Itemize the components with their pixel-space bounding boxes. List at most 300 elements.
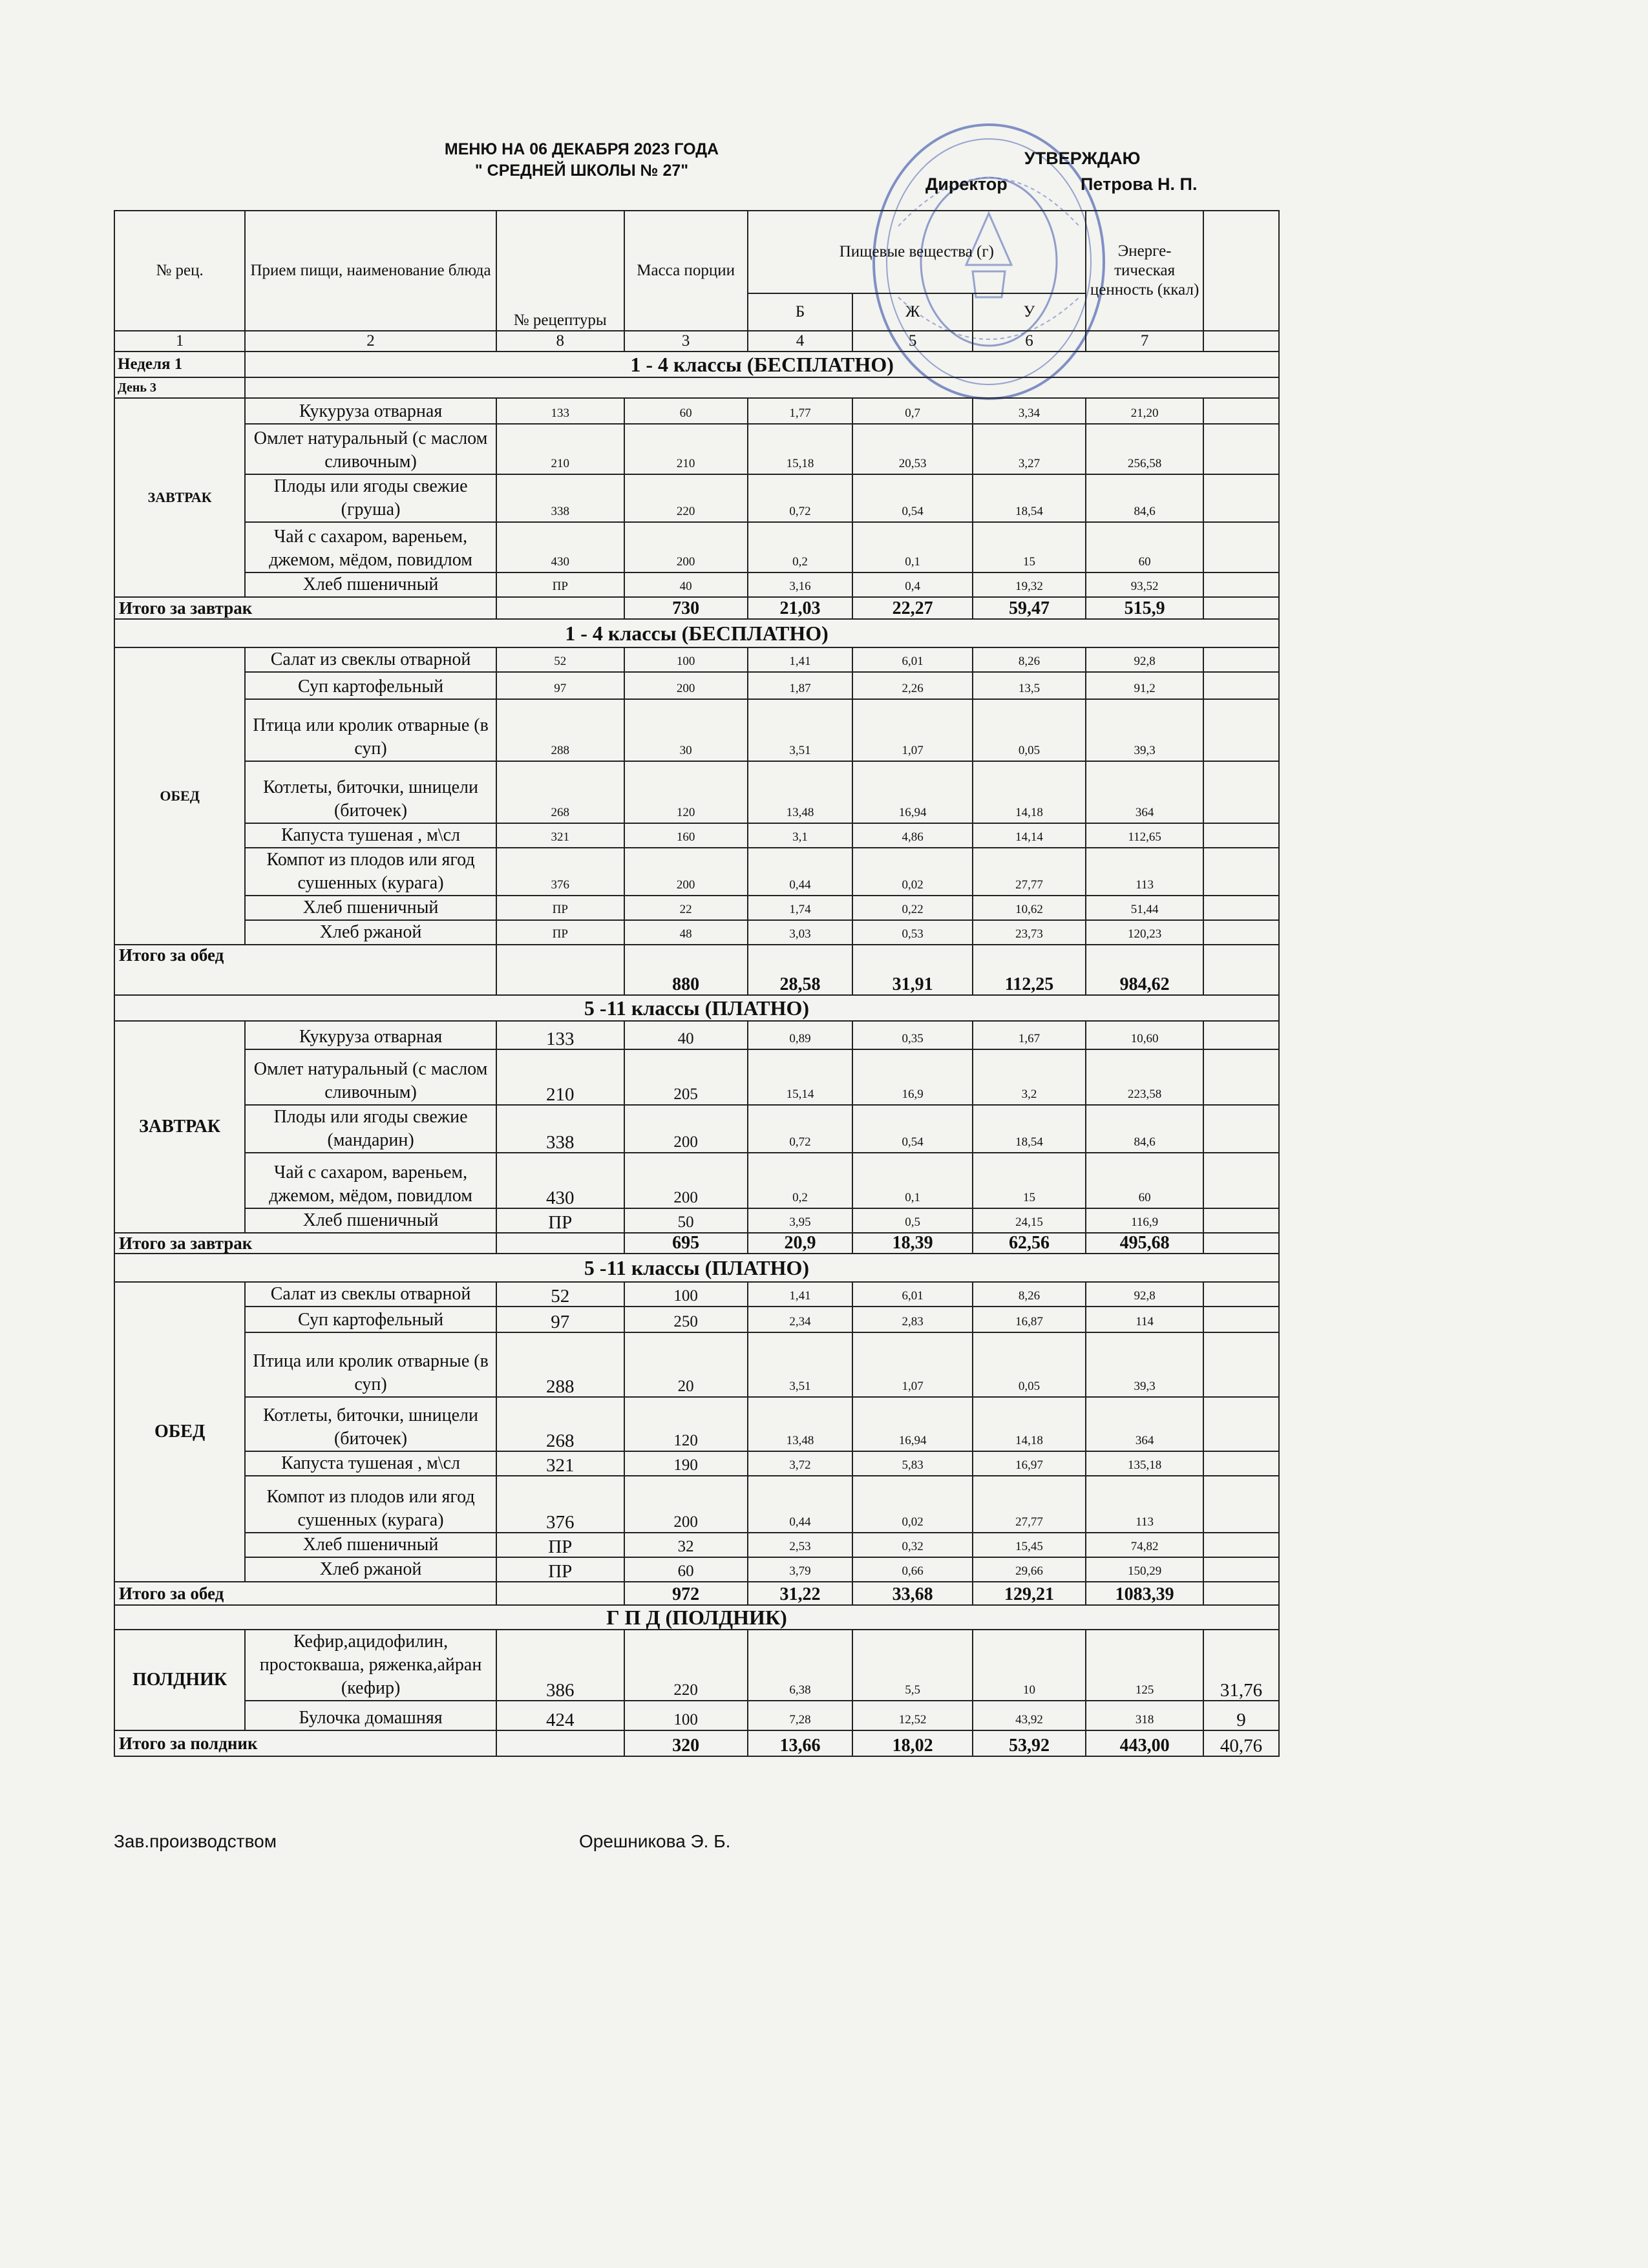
total-row — [114, 945, 1279, 995]
extra-value — [1203, 1397, 1279, 1451]
recipe-number: 430 — [496, 1153, 624, 1208]
col-number: 8 — [496, 331, 624, 352]
carb-value: 14,18 — [973, 761, 1086, 823]
menu-table — [114, 210, 1280, 1757]
dish-row — [114, 424, 1279, 474]
extra-value — [1203, 572, 1279, 597]
energy-value: 150,29 — [1086, 1557, 1203, 1582]
total-label: Итого за обед — [114, 945, 496, 995]
approve-label: УТВЕРЖДАЮ — [1024, 149, 1141, 168]
portion-mass: 40 — [624, 1021, 748, 1049]
portion-mass: 220 — [624, 474, 748, 522]
fat-value: 0,02 — [852, 848, 972, 896]
energy-value: 60 — [1086, 522, 1203, 572]
fat-value: 0,53 — [852, 920, 972, 945]
protein-value: 3,1 — [748, 823, 853, 848]
protein-value: 0,2 — [748, 1153, 853, 1208]
extra-value — [1203, 424, 1279, 474]
extra-value — [1203, 1451, 1279, 1476]
total-energy: 1083,39 — [1086, 1582, 1203, 1605]
portion-mass: 160 — [624, 823, 748, 848]
col-number: 6 — [973, 331, 1086, 352]
energy-value: 21,20 — [1086, 398, 1203, 424]
total-recipe — [496, 945, 624, 995]
section-title: 1 - 4 классы (БЕСПЛАТНО) — [114, 619, 1279, 647]
recipe-number: ПР — [496, 1533, 624, 1557]
energy-value: 60 — [1086, 1153, 1203, 1208]
meal-label: ЗАВТРАК — [114, 1021, 245, 1233]
dish-name: Кукуруза отварная — [245, 1021, 496, 1049]
total-fat: 31,91 — [852, 945, 972, 995]
section-title: 5 -11 классы (ПЛАТНО) — [114, 995, 1279, 1021]
recipe-number: 133 — [496, 1021, 624, 1049]
fat-value: 6,01 — [852, 647, 972, 672]
recipe-number: ПР — [496, 896, 624, 920]
total-fat: 18,39 — [852, 1233, 972, 1254]
fat-value: 1,07 — [852, 1332, 972, 1397]
week-label: Неделя 1 — [114, 352, 245, 377]
recipe-number: 210 — [496, 424, 624, 474]
energy-value: 135,18 — [1086, 1451, 1203, 1476]
portion-mass: 210 — [624, 424, 748, 474]
recipe-number: 288 — [496, 699, 624, 761]
portion-mass: 120 — [624, 1397, 748, 1451]
extra-value — [1203, 896, 1279, 920]
portion-mass: 200 — [624, 522, 748, 572]
energy-value: 93,52 — [1086, 572, 1203, 597]
fat-value: 5,83 — [852, 1451, 972, 1476]
protein-value: 0,72 — [748, 474, 853, 522]
extra-value — [1203, 1533, 1279, 1557]
day-row — [114, 377, 1279, 398]
total-protein: 13,66 — [748, 1730, 853, 1756]
energy-value: 74,82 — [1086, 1533, 1203, 1557]
total-protein: 31,22 — [748, 1582, 853, 1605]
recipe-number: ПР — [496, 920, 624, 945]
protein-value: 3,03 — [748, 920, 853, 945]
dish-row — [114, 398, 1279, 424]
recipe-number: 210 — [496, 1049, 624, 1105]
column-numbers-row — [114, 331, 1279, 352]
recipe-number: ПР — [496, 1557, 624, 1582]
total-recipe — [496, 1233, 624, 1254]
total-carb: 112,25 — [973, 945, 1086, 995]
dish-name: Плоды или ягоды свежие (мандарин) — [245, 1105, 496, 1153]
dish-row — [114, 823, 1279, 848]
total-row — [114, 1582, 1279, 1605]
protein-value: 3,16 — [748, 572, 853, 597]
dish-row — [114, 848, 1279, 896]
recipe-number: 321 — [496, 1451, 624, 1476]
energy-value: 39,3 — [1086, 699, 1203, 761]
dish-name: Суп картофельный — [245, 1307, 496, 1332]
dish-name: Булочка домашняя — [245, 1701, 496, 1730]
dish-name: Хлеб пшеничный — [245, 896, 496, 920]
dish-row — [114, 1557, 1279, 1582]
energy-value: 256,58 — [1086, 424, 1203, 474]
dish-row — [114, 1105, 1279, 1153]
extra-value — [1203, 647, 1279, 672]
protein-value: 3,72 — [748, 1451, 853, 1476]
dish-row — [114, 1630, 1279, 1701]
dish-name: Салат из свеклы отварной — [245, 1282, 496, 1307]
portion-mass: 200 — [624, 1476, 748, 1533]
extra-value — [1203, 848, 1279, 896]
total-recipe — [496, 1730, 624, 1756]
energy-value: 92,8 — [1086, 647, 1203, 672]
fat-value: 0,54 — [852, 1105, 972, 1153]
dish-row — [114, 761, 1279, 823]
meal-label: ОБЕД — [114, 647, 245, 945]
approval-block — [918, 145, 1280, 197]
extra-value — [1203, 761, 1279, 823]
fat-value: 0,22 — [852, 896, 972, 920]
recipe-number: 97 — [496, 672, 624, 699]
dish-row — [114, 647, 1279, 672]
dish-name: Плоды или ягоды свежие (груша) — [245, 474, 496, 522]
carb-value: 15 — [973, 1153, 1086, 1208]
dish-name: Хлеб пшеничный — [245, 1533, 496, 1557]
fat-value: 2,26 — [852, 672, 972, 699]
dish-name: Омлет натуральный (с маслом сливочным) — [245, 1049, 496, 1105]
carb-value: 1,67 — [973, 1021, 1086, 1049]
carb-value: 14,18 — [973, 1397, 1086, 1451]
portion-mass: 200 — [624, 1153, 748, 1208]
total-label: Итого за обед — [114, 1582, 496, 1605]
carb-value: 0,05 — [973, 699, 1086, 761]
dish-name: Котлеты, биточки, шницели (биточек) — [245, 1397, 496, 1451]
energy-value: 318 — [1086, 1701, 1203, 1730]
total-mass: 695 — [624, 1233, 748, 1254]
carb-value: 0,05 — [973, 1332, 1086, 1397]
portion-mass: 20 — [624, 1332, 748, 1397]
extra-value — [1203, 1332, 1279, 1397]
carb-value: 10 — [973, 1630, 1086, 1701]
dish-row — [114, 699, 1279, 761]
energy-value: 113 — [1086, 848, 1203, 896]
dish-name: Суп картофельный — [245, 672, 496, 699]
total-extra — [1203, 945, 1279, 995]
header-row — [114, 211, 1279, 293]
fat-value: 16,94 — [852, 1397, 972, 1451]
dish-name: Салат из свеклы отварной — [245, 647, 496, 672]
meal-label: ОБЕД — [114, 1282, 245, 1582]
dish-row — [114, 1021, 1279, 1049]
dish-name: Хлеб пшеничный — [245, 1208, 496, 1233]
dish-name: Кефир,ацидофилин, простокваша, ряженка,айран (кефир) — [245, 1630, 496, 1701]
dish-name: Капуста тушеная , м\сл — [245, 1451, 496, 1476]
fat-value: 2,83 — [852, 1307, 972, 1332]
dish-row — [114, 1476, 1279, 1533]
dish-row — [114, 672, 1279, 699]
col-energy-header: Энерге-тическая ценность (ккал) — [1086, 211, 1203, 331]
dish-name: Компот из плодов или ягод сушенных (курага) — [245, 1476, 496, 1533]
protein-value: 3,51 — [748, 699, 853, 761]
total-carb: 62,56 — [973, 1233, 1086, 1254]
dish-row — [114, 1397, 1279, 1451]
recipe-number: 268 — [496, 761, 624, 823]
energy-value: 84,6 — [1086, 1105, 1203, 1153]
col-number: 1 — [114, 331, 245, 352]
energy-value: 125 — [1086, 1630, 1203, 1701]
recipe-number: 338 — [496, 474, 624, 522]
fat-value: 6,01 — [852, 1282, 972, 1307]
energy-value: 116,9 — [1086, 1208, 1203, 1233]
carb-value: 16,97 — [973, 1451, 1086, 1476]
energy-value: 114 — [1086, 1307, 1203, 1332]
carb-value: 13,5 — [973, 672, 1086, 699]
dish-name: Чай с сахаром, вареньем, джемом, мёдом, повидлом — [245, 1153, 496, 1208]
protein-value: 0,2 — [748, 522, 853, 572]
energy-value: 112,65 — [1086, 823, 1203, 848]
carb-value: 10,62 — [973, 896, 1086, 920]
total-carb: 53,92 — [973, 1730, 1086, 1756]
extra-value — [1203, 1049, 1279, 1105]
protein-value: 1,87 — [748, 672, 853, 699]
col-number: 4 — [748, 331, 853, 352]
energy-value: 91,2 — [1086, 672, 1203, 699]
carb-value: 27,77 — [973, 848, 1086, 896]
energy-value: 51,44 — [1086, 896, 1203, 920]
dish-row — [114, 1282, 1279, 1307]
total-row — [114, 597, 1279, 619]
protein-value: 15,14 — [748, 1049, 853, 1105]
total-energy: 984,62 — [1086, 945, 1203, 995]
protein-value: 3,95 — [748, 1208, 853, 1233]
carb-value: 43,92 — [973, 1701, 1086, 1730]
protein-value: 2,34 — [748, 1307, 853, 1332]
dish-row — [114, 572, 1279, 597]
section-title: 5 -11 классы (ПЛАТНО) — [114, 1254, 1279, 1282]
dish-row — [114, 1153, 1279, 1208]
protein-value: 1,41 — [748, 647, 853, 672]
extra-value — [1203, 1282, 1279, 1307]
col-number: 7 — [1086, 331, 1203, 352]
carb-value: 18,54 — [973, 474, 1086, 522]
extra-value — [1203, 1557, 1279, 1582]
carb-value: 8,26 — [973, 1282, 1086, 1307]
recipe-number: 338 — [496, 1105, 624, 1153]
total-protein: 21,03 — [748, 597, 853, 619]
total-label: Итого за полдник — [114, 1730, 496, 1756]
fat-value: 0,66 — [852, 1557, 972, 1582]
dish-name: Компот из плодов или ягод сушенных (курага) — [245, 848, 496, 896]
protein-value: 2,53 — [748, 1533, 853, 1557]
fat-value: 1,07 — [852, 699, 972, 761]
extra-value — [1203, 699, 1279, 761]
portion-mass: 48 — [624, 920, 748, 945]
total-mass: 320 — [624, 1730, 748, 1756]
dish-row — [114, 1701, 1279, 1730]
portion-mass: 220 — [624, 1630, 748, 1701]
dish-name: Хлеб пшеничный — [245, 572, 496, 597]
total-mass: 972 — [624, 1582, 748, 1605]
extra-value — [1203, 823, 1279, 848]
title-line-1: МЕНЮ НА 06 ДЕКАБРЯ 2023 ГОДА — [444, 140, 719, 158]
portion-mass: 200 — [624, 1105, 748, 1153]
col-rec-header: № рец. — [114, 211, 245, 331]
fat-value: 0,1 — [852, 1153, 972, 1208]
dish-name: Чай с сахаром, вареньем, джемом, мёдом, повидлом — [245, 522, 496, 572]
dish-row — [114, 920, 1279, 945]
portion-mass: 120 — [624, 761, 748, 823]
dish-row — [114, 1332, 1279, 1397]
portion-mass: 205 — [624, 1049, 748, 1105]
section-row — [114, 1254, 1279, 1282]
total-label: Итого за завтрак — [114, 1233, 496, 1254]
protein-value: 1,77 — [748, 398, 853, 424]
total-carb: 129,21 — [973, 1582, 1086, 1605]
energy-value: 223,58 — [1086, 1049, 1203, 1105]
col-extra-header — [1203, 211, 1279, 331]
total-fat: 22,27 — [852, 597, 972, 619]
recipe-number: 52 — [496, 1282, 624, 1307]
energy-value: 113 — [1086, 1476, 1203, 1533]
total-extra — [1203, 1582, 1279, 1605]
dish-row — [114, 896, 1279, 920]
total-energy: 495,68 — [1086, 1233, 1203, 1254]
meal-label: ПОЛДНИК — [114, 1630, 245, 1730]
total-row — [114, 1233, 1279, 1254]
extra-value — [1203, 672, 1279, 699]
portion-mass: 32 — [624, 1533, 748, 1557]
fat-value: 0,4 — [852, 572, 972, 597]
protein-value: 7,28 — [748, 1701, 853, 1730]
portion-mass: 200 — [624, 848, 748, 896]
total-mass: 880 — [624, 945, 748, 995]
extra-value — [1203, 1307, 1279, 1332]
total-protein: 20,9 — [748, 1233, 853, 1254]
energy-value: 39,3 — [1086, 1332, 1203, 1397]
total-extra — [1203, 597, 1279, 619]
dish-name: Омлет натуральный (с маслом сливочным) — [245, 424, 496, 474]
total-extra: 40,76 — [1203, 1730, 1279, 1756]
recipe-number: 424 — [496, 1701, 624, 1730]
dish-row — [114, 1208, 1279, 1233]
dish-row — [114, 1049, 1279, 1105]
total-recipe — [496, 597, 624, 619]
fat-value: 16,9 — [852, 1049, 972, 1105]
section-row — [114, 619, 1279, 647]
carb-value: 15 — [973, 522, 1086, 572]
recipe-number: 133 — [496, 398, 624, 424]
recipe-number: 386 — [496, 1630, 624, 1701]
dish-row — [114, 1307, 1279, 1332]
total-energy: 443,00 — [1086, 1730, 1203, 1756]
portion-mass: 190 — [624, 1451, 748, 1476]
portion-mass: 100 — [624, 1282, 748, 1307]
total-recipe — [496, 1582, 624, 1605]
recipe-number: 376 — [496, 848, 624, 896]
portion-mass: 100 — [624, 647, 748, 672]
section-row — [114, 995, 1279, 1021]
extra-value — [1203, 522, 1279, 572]
dish-name: Кукуруза отварная — [245, 398, 496, 424]
fat-value: 0,1 — [852, 522, 972, 572]
total-energy: 515,9 — [1086, 597, 1203, 619]
total-fat: 33,68 — [852, 1582, 972, 1605]
week-row — [114, 352, 1279, 377]
col-number: 5 — [852, 331, 972, 352]
carb-value: 3,34 — [973, 398, 1086, 424]
director-name: Петрова Н. П. — [1081, 174, 1198, 194]
col-mass-header: Масса порции — [624, 211, 748, 331]
total-protein: 28,58 — [748, 945, 853, 995]
total-mass: 730 — [624, 597, 748, 619]
fat-value: 0,5 — [852, 1208, 972, 1233]
protein-value: 0,44 — [748, 1476, 853, 1533]
col-recipe-header: № рецептуры — [496, 211, 624, 331]
recipe-number: ПР — [496, 1208, 624, 1233]
portion-mass: 60 — [624, 398, 748, 424]
protein-value: 13,48 — [748, 1397, 853, 1451]
extra-value — [1203, 1153, 1279, 1208]
fat-value: 0,35 — [852, 1021, 972, 1049]
protein-value: 6,38 — [748, 1630, 853, 1701]
fat-value: 12,52 — [852, 1701, 972, 1730]
recipe-number: 52 — [496, 647, 624, 672]
extra-value — [1203, 1021, 1279, 1049]
protein-value: 1,41 — [748, 1282, 853, 1307]
portion-mass: 100 — [624, 1701, 748, 1730]
title-line-2: " СРЕДНЕЙ ШКОЛЫ № 27" — [474, 162, 689, 180]
col-b-header: Б — [748, 293, 853, 331]
carb-value: 15,45 — [973, 1533, 1086, 1557]
recipe-number: 430 — [496, 522, 624, 572]
dish-name: Хлеб ржаной — [245, 920, 496, 945]
dish-row — [114, 1533, 1279, 1557]
extra-value — [1203, 1105, 1279, 1153]
extra-value — [1203, 1476, 1279, 1533]
dish-name: Птица или кролик отварные (в суп) — [245, 699, 496, 761]
col-number: 3 — [624, 331, 748, 352]
recipe-number: 288 — [496, 1332, 624, 1397]
total-carb: 59,47 — [973, 597, 1086, 619]
dish-row — [114, 474, 1279, 522]
energy-value: 84,6 — [1086, 474, 1203, 522]
protein-value: 3,51 — [748, 1332, 853, 1397]
recipe-number: ПР — [496, 572, 624, 597]
carb-value: 18,54 — [973, 1105, 1086, 1153]
col-number: 2 — [245, 331, 496, 352]
dish-name: Котлеты, биточки, шницели (биточек) — [245, 761, 496, 823]
dish-name: Птица или кролик отварные (в суп) — [245, 1332, 496, 1397]
protein-value: 15,18 — [748, 424, 853, 474]
total-fat: 18,02 — [852, 1730, 972, 1756]
energy-value: 364 — [1086, 1397, 1203, 1451]
document-title — [362, 139, 801, 182]
extra-value: 31,76 — [1203, 1630, 1279, 1701]
carb-value: 29,66 — [973, 1557, 1086, 1582]
total-row — [114, 1730, 1279, 1756]
dish-row — [114, 522, 1279, 572]
fat-value: 0,32 — [852, 1533, 972, 1557]
protein-value: 0,44 — [748, 848, 853, 896]
fat-value: 0,02 — [852, 1476, 972, 1533]
dish-name: Капуста тушеная , м\сл — [245, 823, 496, 848]
portion-mass: 200 — [624, 672, 748, 699]
energy-value: 364 — [1086, 761, 1203, 823]
fat-value: 0,7 — [852, 398, 972, 424]
total-label: Итого за завтрак — [114, 597, 496, 619]
portion-mass: 250 — [624, 1307, 748, 1332]
carb-value: 16,87 — [973, 1307, 1086, 1332]
portion-mass: 22 — [624, 896, 748, 920]
fat-value: 5,5 — [852, 1630, 972, 1701]
meal-label: ЗАВТРАК — [114, 398, 245, 597]
fat-value: 0,54 — [852, 474, 972, 522]
protein-value: 1,74 — [748, 896, 853, 920]
